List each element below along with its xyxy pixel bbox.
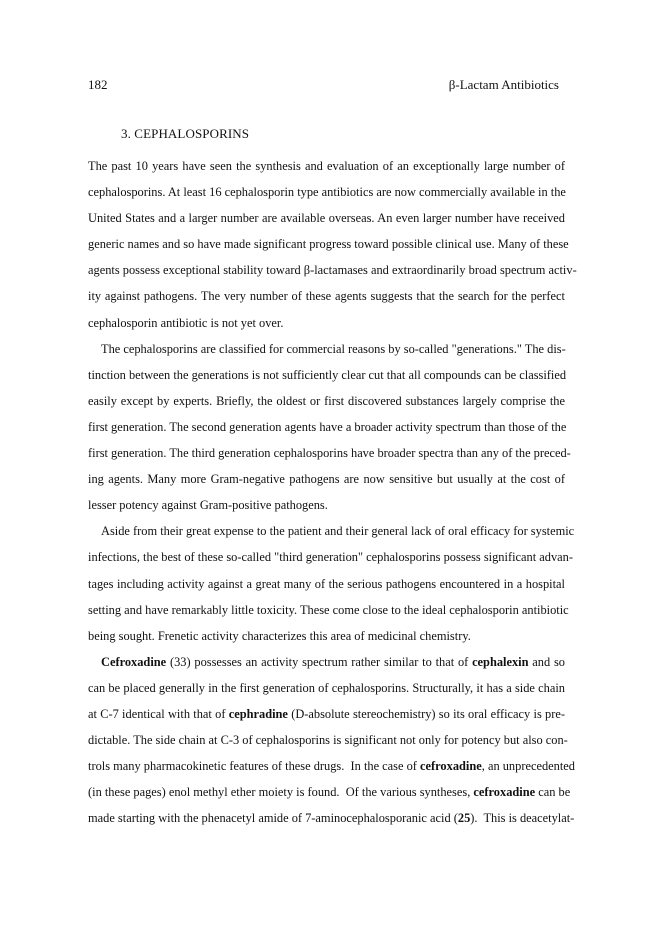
text-line: generic names and so have made significant progress toward possible clinical use. Many of these [88, 237, 569, 252]
text-line: first generation. The third generation cephalosporins have broader spectra than any of the preced- [88, 446, 571, 461]
drug-name: cefroxadine [420, 759, 482, 774]
text-line: infections, the best of these so-called "third generation" cephalosporins possess significant advan- [88, 550, 573, 565]
text-run: ). This is deacetylat- [470, 811, 575, 826]
drug-name: Cefroxadine [101, 654, 167, 669]
text-line: Aside from their great expense to the patient and their general lack of oral efficacy for systemic [101, 524, 575, 539]
text-run: (D-absolute stereochemistry) so its oral efficacy is pre- [287, 706, 565, 721]
text-line: can be placed generally in the first generation of cephalosporins. Structurally, it has a side chain [88, 680, 565, 695]
running-title: β-Lactam Antibiotics [448, 77, 559, 92]
text-line [88, 779, 571, 805]
text-line: United States and a larger number are available overseas. An even larger number have received [88, 211, 565, 226]
text-line: ity against pathogens. The very number of these agents suggests that the search for the perfect [88, 289, 565, 304]
text-line [88, 701, 565, 727]
text-line: dictable. The side chain at C-3 of cephalosporins is significant not only for potency but also con- [88, 733, 568, 748]
text-line: ing agents. Many more Gram-negative pathogens are now sensitive but usually at the cost of [88, 472, 565, 487]
text-run: can be [535, 785, 571, 800]
text-line: tages including activity against a great many of the serious pathogens encountered in a hospital [88, 576, 565, 591]
text-line: The cephalosporins are classified for commercial reasons by so-called "generations." The dis- [101, 341, 566, 356]
text-line: first generation. The second generation agents have a broader activity spectrum than those of the [88, 419, 567, 434]
text-line [88, 753, 575, 779]
section-heading: 3. CEPHALOSPORINS [121, 126, 250, 141]
text-line: cephalosporins. At least 16 cephalosporin type antibiotics are now commercially available in the [88, 185, 566, 200]
text-run: at C-7 identical with that of [88, 706, 229, 721]
text-run: (33) possesses an activity spectrum rather similar to that of [166, 654, 473, 669]
text-line: The past 10 years have seen the synthesis and evaluation of an exceptionally large number of [88, 159, 565, 173]
drug-name: cefroxadine [473, 785, 536, 800]
text-line: easily except by experts. Briefly, the oldest or first discovered substances largely comprise the [88, 393, 565, 408]
text-run: trols many pharmacokinetic features of these drugs. In the case of [88, 759, 421, 774]
text-run: and so [528, 654, 565, 669]
text-line: cephalosporin antibiotic is not yet over. [88, 315, 284, 330]
drug-name: cephalexin [472, 654, 529, 669]
text-line: tinction between the generations is not sufficiently clear cut that all compounds can be classified [88, 367, 567, 382]
drug-name: cephradine [228, 706, 288, 721]
text-line [88, 805, 575, 831]
text-line: lesser potency against Gram-positive pathogens. [88, 498, 328, 513]
body-text [88, 153, 577, 831]
text-line [88, 649, 565, 675]
text-run: made starting with the phenacetyl amide of 7-aminocephalosporanic acid ( [88, 811, 458, 826]
text-run: (in these pages) enol methyl ether moiety is found. Of the various syntheses, [88, 785, 474, 800]
text-run: , an unprecedented [481, 759, 575, 774]
drug-name: 25 [457, 811, 471, 826]
page-number: 182 [88, 77, 108, 92]
text-line: setting and have remarkably little toxicity. These come close to the ideal cephalosporin antibiotic [88, 602, 569, 617]
text-line: agents possess exceptional stability toward β-lactamases and extraordinarily broad spectrum activ- [88, 263, 577, 278]
text-line: being sought. Frenetic activity characterizes this area of medicinal chemistry. [88, 628, 471, 643]
